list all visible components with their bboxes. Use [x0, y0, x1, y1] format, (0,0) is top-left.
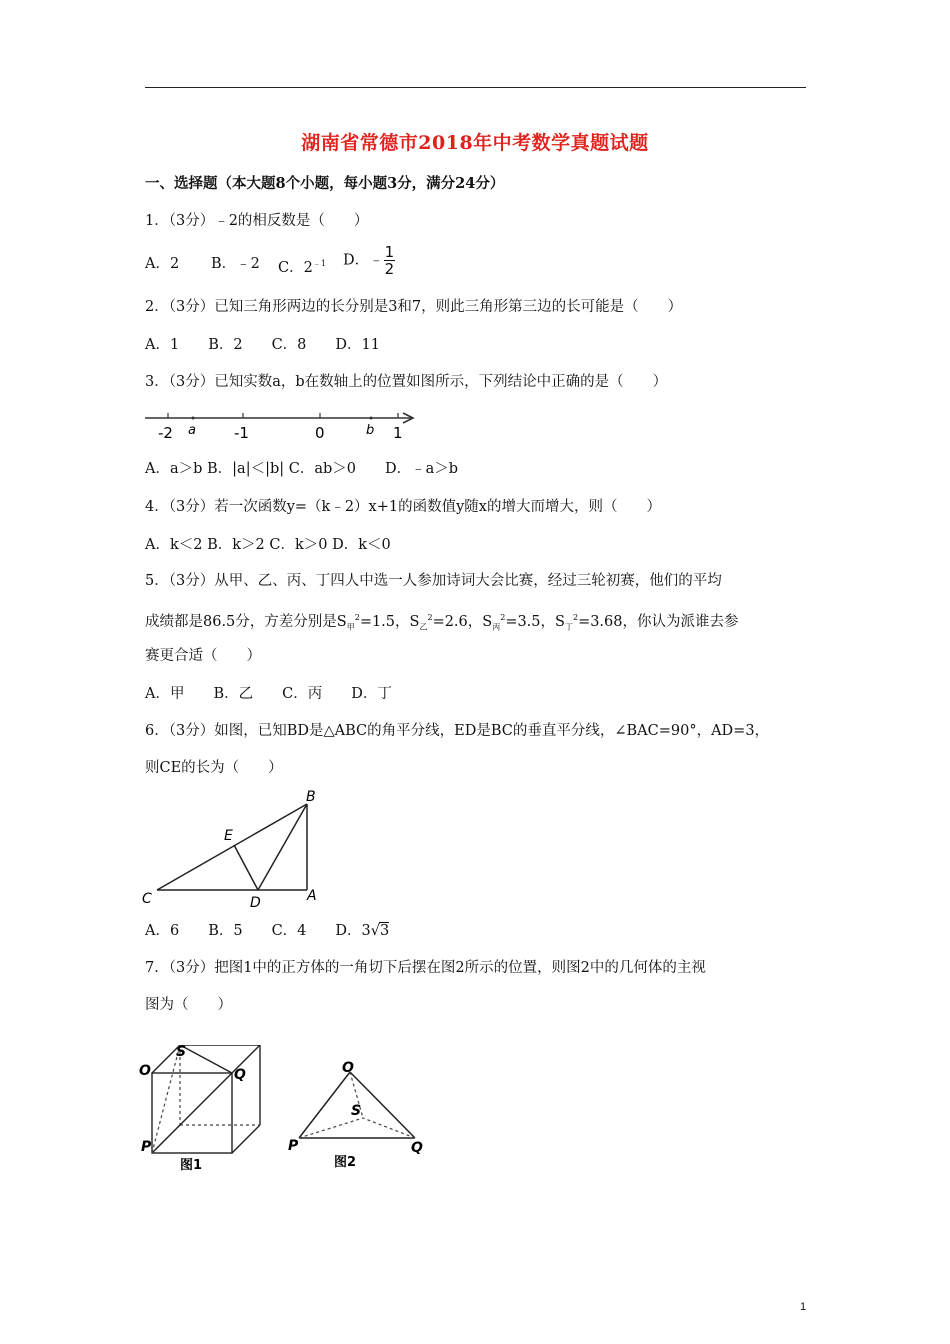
q6-options: A．6 B．5 C．4 D．3√3 — [145, 923, 390, 939]
q2-stem: 2．（3分）已知三角形两边的长分别是3和7，则此三角形第三边的长可能是（ ） — [145, 299, 683, 315]
label-A: A — [307, 888, 317, 904]
q4-stem: 4．（3分）若一次函数y=（k﹣2）x+1的函数值y随x的增大而增大，则（ ） — [145, 499, 661, 515]
label-Q2: Q — [411, 1140, 423, 1156]
cut-edge-PQ — [152, 1073, 232, 1153]
point-b — [370, 417, 373, 420]
label-S2: S — [351, 1103, 362, 1119]
label-C: C — [142, 891, 152, 907]
tetrahedron-figure-2 — [285, 1058, 435, 1170]
label-Q1: Q — [234, 1067, 246, 1083]
label-neg1: -1 — [234, 424, 249, 442]
cut-edge-SQ — [180, 1045, 232, 1073]
q6-line1: 6．（3分）如图，已知BD是△ABC的角平分线，ED是BC的垂直平分线，∠BAC=90°，AD=3， — [145, 723, 770, 739]
q1-stem: 1．（3分）﹣2的相反数是（ ） — [145, 213, 369, 229]
label-0: 0 — [315, 424, 325, 442]
point-a — [192, 417, 195, 420]
page-title: 湖南省常德市2018年中考数学真题试题 — [301, 132, 649, 154]
label-E: E — [224, 828, 233, 844]
segment-ED — [234, 845, 258, 890]
q1-fraction: $\frac{1}{2}$ — [384, 243, 395, 278]
q1-option-b: B．﹣2 — [211, 256, 260, 272]
segment-CB — [157, 804, 307, 890]
q2-options: A．1 B．2 C．8 D．11 — [145, 337, 380, 353]
label-a: a — [188, 423, 196, 438]
label-b: b — [366, 423, 375, 438]
label-P1: P — [141, 1139, 152, 1155]
q5-line3: 赛更合适（ ） — [145, 648, 261, 664]
label-S1: S — [176, 1045, 187, 1060]
q7-line1: 7．（3分）把图1中的正方体的一角切下后摆在图2所示的位置，则图2中的几何体的主视 — [145, 960, 706, 976]
q3-stem: 3．（3分）已知实数a，b在数轴上的位置如图所示，下列结论中正确的是（ ） — [145, 374, 668, 390]
q1-option-a: A．2 — [145, 256, 180, 272]
cube-figure-1 — [138, 1045, 278, 1175]
q1-option-c: C．$2^{﹣1}$ — [278, 259, 326, 276]
edge-OP — [299, 1072, 350, 1138]
label-O2: O — [342, 1060, 354, 1076]
label-1: 1 — [393, 424, 403, 442]
fig2-caption: 图2 — [334, 1155, 357, 1170]
q7-line2: 图为（ ） — [145, 997, 232, 1013]
q5-line1: 5．（3分）从甲、乙、丙、丁四人中选一人参加诗词大会比赛，经过三轮初赛，他们的平均 — [145, 573, 722, 589]
label-P2: P — [288, 1138, 299, 1154]
q1-option-d: D．﹣ $\frac{1}{2}$ — [343, 243, 395, 278]
cube-edge-bottom-right — [232, 1125, 260, 1153]
label-D: D — [250, 895, 261, 910]
cut-edge-PS — [152, 1045, 180, 1153]
section-heading: 一、选择题（本大题8个小题，每小题3分，满分24分） — [145, 175, 505, 192]
segment-BD — [258, 804, 307, 890]
q5-options: A．甲 B．乙 C．丙 D．丁 — [145, 686, 392, 702]
sqrt-radicand: 3 — [380, 923, 390, 939]
label-B: B — [306, 789, 316, 805]
triangle-figure — [140, 784, 330, 910]
header-rule — [145, 87, 806, 88]
number-line-figure — [143, 404, 423, 444]
edge-PS — [299, 1118, 363, 1138]
q5-line2: 成绩都是86.5分，方差分别是$S_甲^2=1.5$，$S_乙^2=2.6$，$S_丙^2=3.5$，$S_丁^2=3.68$，你认为派谁去参 — [145, 613, 739, 632]
page-number: 1 — [800, 1301, 807, 1313]
q6-line2: 则CE的长为（ ） — [145, 760, 283, 776]
q3-options: A．a＞b B．|a|＜|b| C．ab＞0 D．﹣a＞b — [145, 461, 459, 477]
label-neg2: -2 — [158, 424, 173, 442]
label-O1: O — [139, 1063, 151, 1079]
q4-options: A．k＜2 B．k＞2 C．k＞0 D．k＜0 — [145, 537, 391, 553]
edge-QS — [363, 1118, 415, 1138]
fig1-caption: 图1 — [180, 1158, 203, 1173]
